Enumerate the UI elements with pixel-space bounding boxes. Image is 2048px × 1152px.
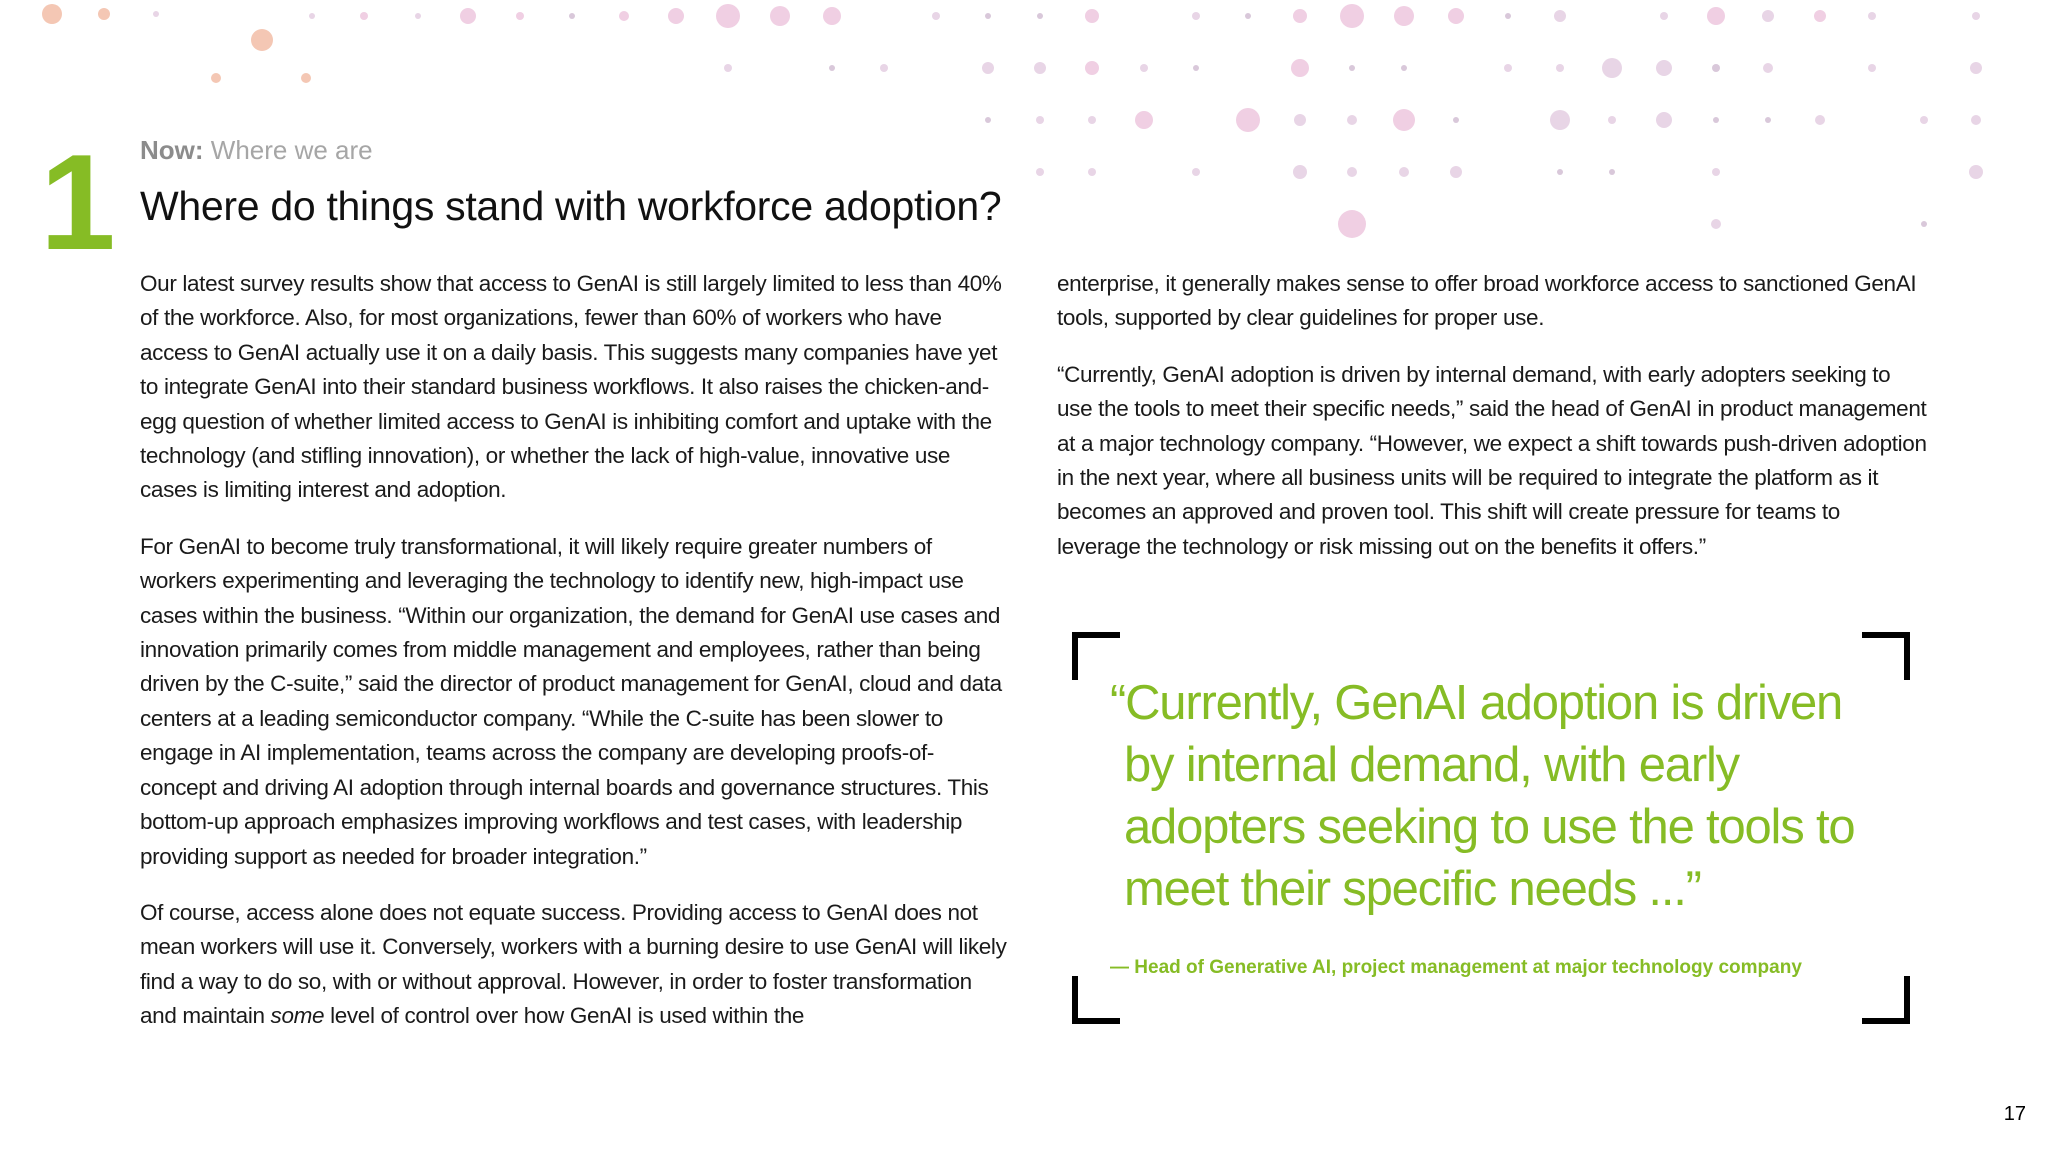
pull-quote-text <box>1110 672 1900 920</box>
decorative-dot <box>301 73 311 83</box>
decorative-dot <box>619 11 629 21</box>
decorative-dot <box>1347 167 1357 177</box>
decorative-dot <box>1762 10 1774 22</box>
decorative-dot <box>1349 65 1355 71</box>
eyebrow-label: Where we are <box>210 135 373 165</box>
decorative-dot <box>1707 7 1725 25</box>
decorative-dot <box>668 8 684 24</box>
decorative-dot <box>1815 115 1825 125</box>
decorative-dot <box>309 13 315 19</box>
decorative-dot <box>360 12 368 20</box>
decorative-dot <box>1554 10 1566 22</box>
decorative-dot <box>1338 210 1366 238</box>
decorative-dot <box>1656 112 1672 128</box>
body-paragraph: For GenAI to become truly transformational, it will likely require greater numbers of workers experimenting and leveraging the technology to identify new, high-impact use cases within the business. “Within our organization, the demand for GenAI use cases and innovation primarily comes from middle management and employees, rather than being driven by the C-suite,” said the director of product management for GenAI, cloud and data centers at a leading semiconductor company. “While the C-suite has been slower to engage in AI implementation, teams across the company are developing proofs-of-concept and driving AI adoption through internal boards and governance structures. This bottom-up approach emphasizes improving workflows and test cases, with leadership providing support as needed for broader integration.” <box>140 533 1002 869</box>
decorative-dot <box>1034 62 1046 74</box>
decorative-dot <box>1711 219 1721 229</box>
page-title: Where do things stand with workforce adoption? <box>140 183 1002 229</box>
decorative-dot <box>1712 168 1720 176</box>
body-paragraph: “Currently, GenAI adoption is driven by internal demand, with early adopters seeking to use the tools to meet their specific needs,” said the head of GenAI in product management at a major technology company. “However, we expect a shift towards push-driven adoption in the next year, where all business units will be required to integrate the platform as it becomes an approved and proven tool. This shift will create pressure for teams to leverage the technology or risk missing out on the benefits it offers.” <box>1057 361 1927 559</box>
decorative-dot <box>1608 116 1616 124</box>
decorative-dot <box>1453 117 1459 123</box>
decorative-dot <box>569 13 575 19</box>
decorative-dot <box>1505 13 1511 19</box>
section-number: 1 <box>40 126 116 278</box>
decorative-dot <box>42 4 62 24</box>
pull-quote-line: meet their specific needs ...” <box>1124 862 1701 916</box>
paragraph-text: level of control over how GenAI is used within the <box>324 1003 805 1029</box>
decorative-dot <box>1602 58 1622 78</box>
decorative-dot <box>98 8 110 20</box>
decorative-dot <box>1085 61 1099 75</box>
pull-quote-line: by internal demand, with early <box>1124 738 1739 792</box>
decorative-dot <box>1450 166 1462 178</box>
decorative-dot <box>1550 110 1570 130</box>
decorative-dot <box>1656 60 1672 76</box>
emphasis-text: some <box>270 1003 325 1029</box>
decorative-dot <box>1088 168 1096 176</box>
decorative-dot <box>1088 116 1096 124</box>
decorative-dot <box>1448 8 1464 24</box>
decorative-dot <box>1971 115 1981 125</box>
decorative-dot <box>415 13 421 19</box>
decorative-dot <box>880 64 888 72</box>
decorative-dot <box>829 65 835 71</box>
decorative-dot <box>1193 65 1199 71</box>
left-text-column <box>140 267 1010 1056</box>
corner-bracket-bottom-right <box>1862 976 1910 1024</box>
decorative-dot <box>1868 12 1876 20</box>
decorative-dot <box>153 11 159 17</box>
decorative-dot <box>1340 4 1364 28</box>
corner-bracket-bottom-left <box>1072 976 1120 1024</box>
decorative-dot <box>211 73 221 83</box>
decorative-dot <box>1393 109 1415 131</box>
decorative-dot <box>1245 13 1251 19</box>
right-text-column <box>1057 267 1927 586</box>
pull-quote-line: “Currently, GenAI adoption is driven <box>1110 676 1843 730</box>
decorative-dot <box>1765 117 1771 123</box>
decorative-dot <box>1868 64 1876 72</box>
decorative-dot <box>1394 6 1414 26</box>
decorative-dot <box>1236 108 1260 132</box>
page-number: 17 <box>2003 1103 2026 1125</box>
decorative-dot <box>1347 115 1357 125</box>
decorative-dot <box>1293 165 1307 179</box>
section-eyebrow <box>140 135 373 165</box>
decorative-dot <box>1713 117 1719 123</box>
body-paragraph: enterprise, it generally makes sense to offer broad workforce access to sanctioned GenAI tools, supported by clear guidelines for proper use. <box>1057 271 1917 331</box>
decorative-dot <box>770 6 790 26</box>
decorative-dot <box>1972 12 1980 20</box>
decorative-dot <box>1293 9 1307 23</box>
decorative-dot <box>1921 221 1927 227</box>
decorative-dot <box>1556 64 1564 72</box>
body-paragraph <box>140 896 1010 1034</box>
decorative-dot <box>1609 169 1615 175</box>
decorative-dot <box>1037 13 1043 19</box>
decorative-dot <box>251 29 273 51</box>
decorative-dot <box>1036 168 1044 176</box>
decorative-dot <box>460 8 476 24</box>
body-paragraph: Our latest survey results show that access to GenAI is still largely limited to less than 40% of the workforce. Also, for most organizations, fewer than 60% of workers who have access to GenAI actually use it on a daily basis. This suggests many companies have yet to integrate GenAI into their standard business workflows. It also raises the chicken-and-egg question of whether limited access to GenAI is inhibiting comfort and uptake with the technology (and stifling innovation), or whether the lack of high-value, innovative use cases is limiting interest and adoption. <box>140 271 1002 503</box>
decorative-dot <box>1814 10 1826 22</box>
decorative-dot <box>1504 64 1512 72</box>
pull-quote-line: adopters seeking to use the tools to <box>1124 800 1855 854</box>
paragraph-text: Of course, access alone does not equate success. Providing access to GenAI does not mean workers will use it. Conversely, workers with a burning desire to use GenAI will likely find a way to do so, with or without approval. However, in order to foster transformation and maintain <box>140 899 1007 1029</box>
decorative-dot <box>1085 9 1099 23</box>
decorative-dot <box>1970 62 1982 74</box>
decorative-dot <box>1712 64 1720 72</box>
decorative-dot <box>1660 12 1668 20</box>
decorative-dot <box>1294 114 1306 126</box>
decorative-dot <box>1192 12 1200 20</box>
decorative-dot <box>932 12 940 20</box>
decorative-dot <box>1399 167 1409 177</box>
decorative-dot <box>823 7 841 25</box>
decorative-dot <box>982 62 994 74</box>
decorative-dot <box>985 13 991 19</box>
decorative-dot <box>1291 59 1309 77</box>
decorative-dot <box>724 64 732 72</box>
decorative-dot <box>1036 116 1044 124</box>
decorative-dot <box>985 117 991 123</box>
decorative-dot <box>1192 168 1200 176</box>
decorative-dot <box>516 12 524 20</box>
decorative-dot <box>1557 169 1563 175</box>
pull-quote-attribution: — Head of Generative AI, project management at major technology company <box>1110 957 1802 978</box>
decorative-dot <box>1969 165 1983 179</box>
eyebrow-label-strong: Now: <box>140 135 204 165</box>
decorative-dot <box>1140 64 1148 72</box>
decorative-dot <box>1920 116 1928 124</box>
pull-quote-callout <box>1072 632 1910 1024</box>
decorative-dot <box>1763 63 1773 73</box>
decorative-dot <box>716 4 740 28</box>
decorative-dot <box>1401 65 1407 71</box>
decorative-dot <box>1135 111 1153 129</box>
